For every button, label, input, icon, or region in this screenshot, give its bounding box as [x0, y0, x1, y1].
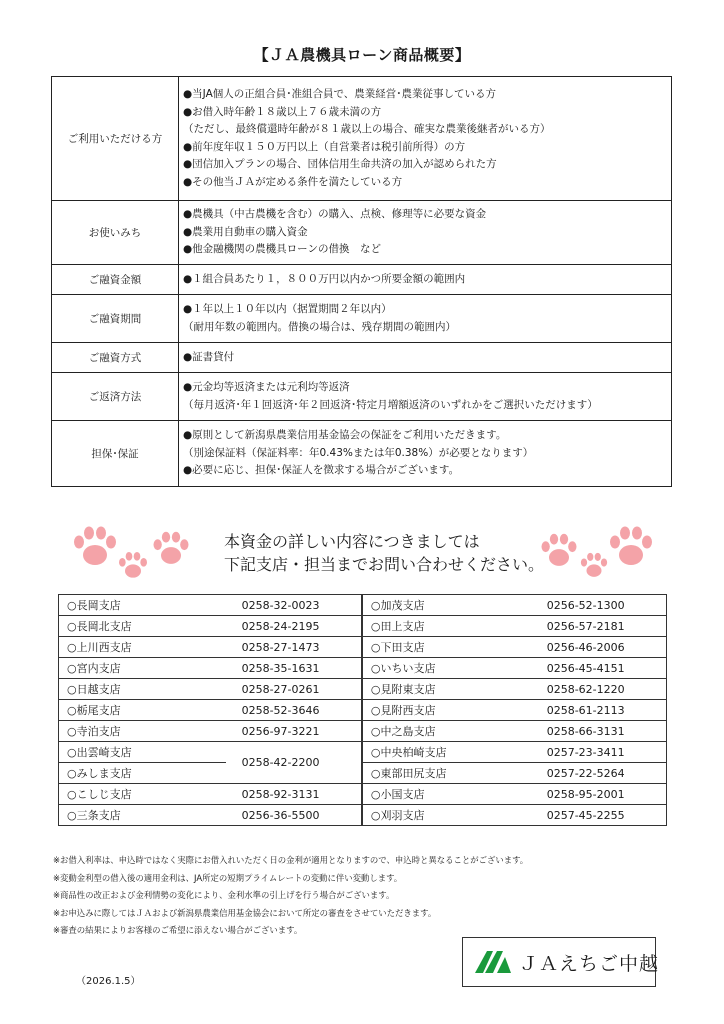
branch-name: ○宮内支店 [59, 658, 226, 679]
paw-print-icon [150, 528, 192, 568]
table-row [59, 595, 667, 616]
branch-phone: 0256-57-2181 [531, 616, 667, 637]
loan-overview-table [51, 76, 672, 487]
branch-phone: 0258-95-2001 [531, 784, 667, 805]
note-line: ※お借入利率は、申込時ではなく実際にお借入れいただく日の金利が適用となりますので、申込時と異なることがございます。 [53, 855, 529, 865]
branch-name: ○上川西支店 [59, 637, 226, 658]
overview-content [179, 421, 672, 487]
table-row [59, 805, 667, 826]
branch-phone: 0258-66-3131 [531, 721, 667, 742]
overview-content [179, 265, 672, 295]
branch-name: ○日越支店 [59, 679, 226, 700]
branch-phone: 0258-35-1631 [226, 658, 362, 679]
overview-label: 担保･保証 [52, 421, 179, 487]
paw-print-icon [606, 522, 656, 570]
overview-label: ご融資方式 [52, 343, 179, 373]
table-row [59, 763, 667, 784]
overview-content [179, 201, 672, 265]
table-row [59, 784, 667, 805]
branch-phone: 0258-92-3131 [226, 784, 362, 805]
branch-phone: 0258-62-1220 [531, 679, 667, 700]
note-line: ※審査の結果によりお客様のご希望に添えない場合がございます。 [53, 925, 303, 936]
paw-print-icon [538, 530, 580, 570]
table-row [59, 721, 667, 742]
branch-name: ○小国支店 [362, 784, 531, 805]
branch-name: ○中之島支店 [362, 721, 531, 742]
branch-phone: 0258-27-1473 [226, 637, 362, 658]
overview-line: （毎月返済･年１回返済･年２回返済･特定月増額返済のいずれかをご選択いただけます） [183, 398, 598, 411]
table-row [59, 742, 667, 763]
document-date: （2026.1.5） [76, 976, 141, 987]
branch-phone: 0256-36-5500 [226, 805, 362, 826]
overview-label: ご融資期間 [52, 295, 179, 343]
overview-row [52, 373, 672, 421]
branch-phone: 0256-46-2006 [531, 637, 667, 658]
overview-row [52, 77, 672, 201]
table-row [59, 616, 667, 637]
overview-row [52, 265, 672, 295]
overview-line: （別途保証料（保証料率：年0.43%または年0.38%）が必要となります） [183, 446, 534, 459]
branch-name: ○こしじ支店 [59, 784, 226, 805]
branch-phone: 0257-22-5264 [531, 763, 667, 784]
paw-print-icon [70, 522, 120, 570]
overview-line: ●１組合員あたり１，８００万円以内かつ所要金額の範囲内 [183, 272, 466, 285]
overview-row [52, 201, 672, 265]
branch-name: ○栃尾支店 [59, 700, 226, 721]
overview-line: （耐用年数の範囲内。借換の場合は、残存期間の範囲内） [183, 320, 456, 333]
branch-phone: 0258-42-2200 [226, 742, 362, 784]
overview-line: ●農業用自動車の購入資金 [183, 225, 308, 238]
contact-message-line: 本資金の詳しい内容につきましては [224, 532, 480, 551]
overview-line: ●当JA個人の正組合員･准組合員で、農業経営･農業従事している方 [183, 88, 497, 100]
branch-name: ○三条支店 [59, 805, 226, 826]
branch-name: ○寺泊支店 [59, 721, 226, 742]
branch-name: ○長岡支店 [59, 595, 226, 616]
branch-name: ○見附東支店 [362, 679, 531, 700]
note-line: ※商品性の改正および金利情勢の変化により、金利水準の引上げを行う場合がございます。 [53, 890, 395, 901]
branch-name: ○東部田尻支店 [362, 763, 531, 784]
branch-phone: 0258-24-2195 [226, 616, 362, 637]
branch-phone: 0256-45-4151 [531, 658, 667, 679]
branch-phone: 0258-52-3646 [226, 700, 362, 721]
overview-label: ご返済方法 [52, 373, 179, 421]
branch-table [58, 594, 667, 826]
branch-phone: 0258-61-2113 [531, 700, 667, 721]
ja-logo-text: ＪＡえちご中越 [519, 953, 660, 975]
contact-message [224, 530, 544, 576]
overview-line: ●原則として新潟県農業信用基金協会の保証をご利用いただきます。 [183, 429, 507, 442]
note-line: ※お申込みに際してはＪＡおよび新潟県農業信用基金協会において所定の審査をさせていただきます。 [53, 907, 437, 918]
overview-line: ●１年以上１０年以内（据置期間２年以内） [183, 303, 392, 315]
branch-name: ○見附西支店 [362, 700, 531, 721]
overview-row [52, 421, 672, 487]
overview-row [52, 343, 672, 373]
overview-row [52, 295, 672, 343]
overview-line: ●農機具（中古農機を含む）の購入、点検、修理等に必要な資金 [183, 208, 487, 221]
table-row [59, 700, 667, 721]
overview-line: （ただし、最終償還時年齢が８１歳以上の場合、確実な農業後継者がいる方） [183, 123, 551, 135]
overview-line: ●他金融機関の農機具ローンの借換 など [183, 243, 381, 256]
branch-phone: 0257-45-2255 [531, 805, 667, 826]
branch-name: ○いちい支店 [362, 658, 531, 679]
overview-line: ●団信加入プランの場合、団体信用生命共済の加入が認められた方 [183, 158, 497, 170]
notes [53, 852, 528, 940]
note-line: ※変動金利型の借入後の適用金利は、JA所定の短期プライムレートの変動に伴い変動します。 [53, 872, 403, 883]
overview-line: ●前年度年収１５０万円以上（自営業者は税引前所得）の方 [183, 140, 466, 153]
overview-content [179, 295, 672, 343]
branch-name: ○刈羽支店 [362, 805, 531, 826]
branch-name: ○出雲崎支店 [59, 742, 226, 763]
overview-label: ご融資金額 [52, 265, 179, 295]
branch-name: ○中央柏崎支店 [362, 742, 531, 763]
ja-logo [462, 937, 660, 987]
paw-print-icon [116, 549, 150, 581]
overview-content [179, 77, 672, 201]
overview-line: ●証書貸付 [183, 350, 235, 363]
branch-name: ○田上支店 [362, 616, 531, 637]
table-row [59, 637, 667, 658]
contact-message-line: 下記支店・担当までお問い合わせください。 [224, 555, 545, 574]
overview-content [179, 373, 672, 421]
overview-line: ●その他当ＪＡが定める条件を満たしている方 [183, 175, 403, 188]
branch-name: ○加茂支店 [362, 595, 531, 616]
table-row [59, 658, 667, 679]
branch-phone: 0256-52-1300 [531, 595, 667, 616]
branch-phone: 0258-27-0261 [226, 679, 362, 700]
branch-phone: 0257-23-3411 [531, 742, 667, 763]
branch-name: ○下田支店 [362, 637, 531, 658]
branch-name: ○長岡北支店 [59, 616, 226, 637]
overview-label: お使いみち [52, 201, 179, 265]
overview-line: ●必要に応じ、担保･保証人を徴求する場合がございます。 [183, 464, 460, 477]
branch-name: ○みしま支店 [59, 763, 226, 784]
overview-line: ●お借入時年齢１８歳以上７６歳未満の方 [183, 105, 382, 118]
page-title: 【ＪＡ農機具ローン商品概要】 [253, 46, 471, 64]
branch-phone: 0256-97-3221 [226, 721, 362, 742]
overview-label: ご利用いただける方 [52, 77, 179, 201]
overview-content [179, 343, 672, 373]
table-row [59, 679, 667, 700]
branch-phone: 0258-32-0023 [226, 595, 362, 616]
overview-line: ●元金均等返済または元利均等返済 [183, 381, 350, 393]
ja-leaf-logo-icon [473, 947, 513, 977]
